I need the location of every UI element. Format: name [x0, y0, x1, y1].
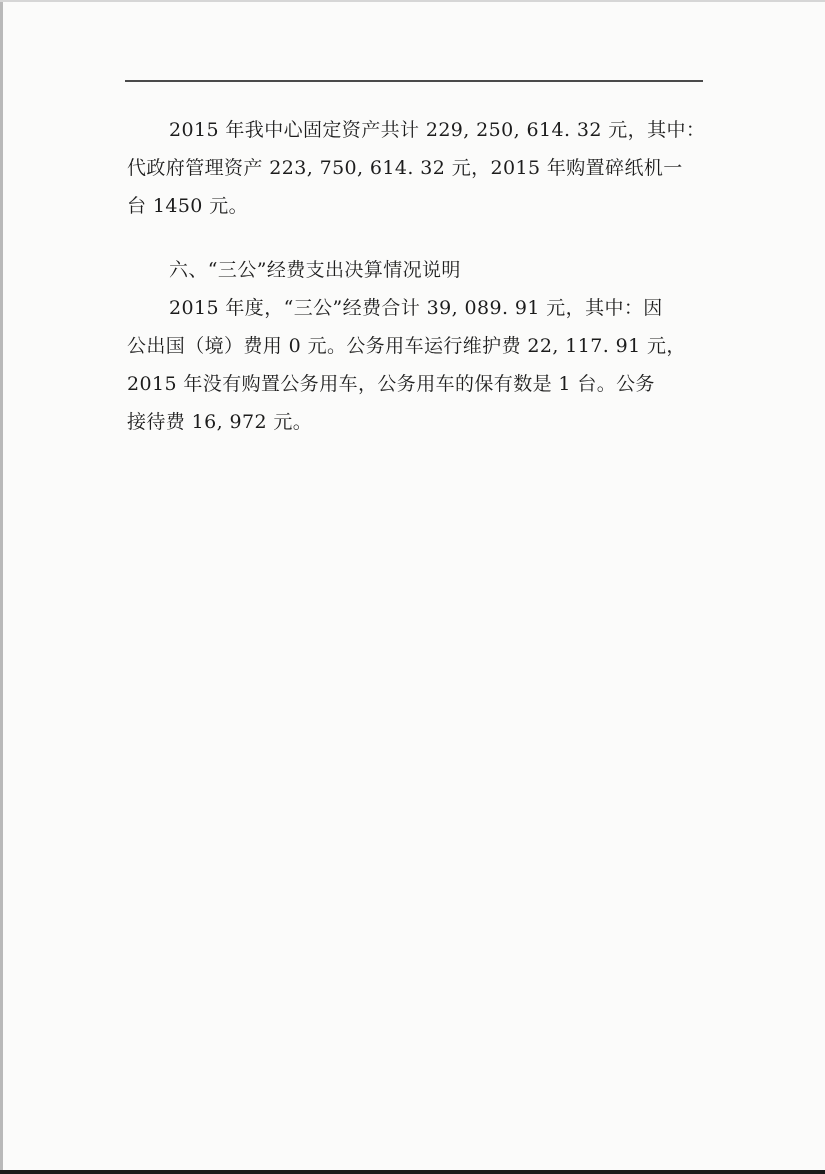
- document-body: [127, 111, 706, 441]
- three-public-expenses-paragraph: [127, 289, 701, 441]
- paragraph-line: 代政府管理资产 223, 750, 614. 32 元，2015 年购置碎纸机一: [127, 157, 683, 179]
- scan-left-edge: [0, 0, 3, 1174]
- paragraph-line: 2015 年没有购置公务用车，公务用车的保有数是 1 台。公务: [127, 373, 655, 395]
- header-rule: [125, 80, 703, 82]
- fixed-assets-paragraph: [127, 111, 706, 225]
- section-6-heading: 六、“三公”经费支出决算情况说明: [169, 259, 461, 281]
- paragraph-line: 2015 年我中心固定资产共计 229, 250, 614. 32 元，其中：: [169, 119, 706, 141]
- paragraph-spacer: [127, 225, 701, 251]
- paragraph-line: 2015 年度，“三公”经费合计 39, 089. 91 元，其中：因: [169, 297, 663, 319]
- paragraph-line: 接待费 16, 972 元。: [127, 411, 313, 433]
- scan-bottom-edge: [0, 1170, 825, 1174]
- paragraph-line: 台 1450 元。: [127, 195, 249, 217]
- paragraph-line: 公出国（境）费用 0 元。公务用车运行维护费 22, 117. 91 元，: [127, 335, 686, 357]
- section-heading: [127, 251, 701, 289]
- scan-top-edge: [0, 0, 825, 2]
